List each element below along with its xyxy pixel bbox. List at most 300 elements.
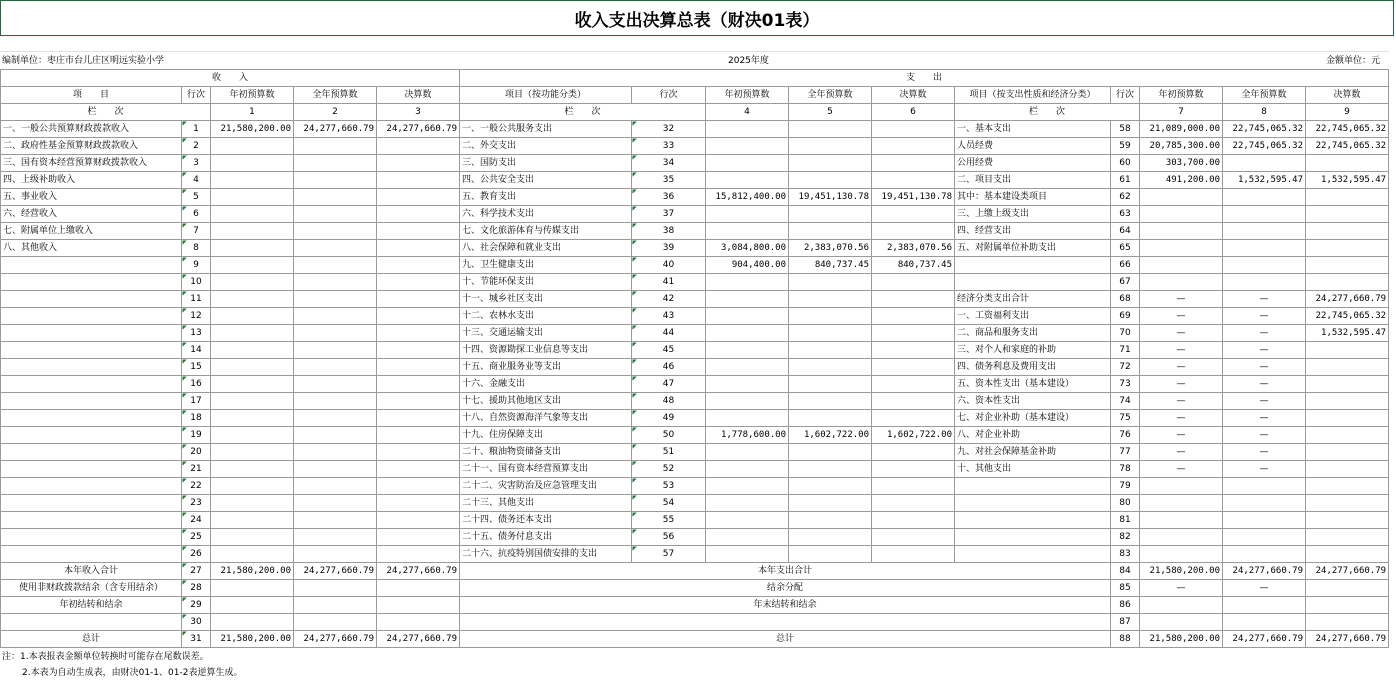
summary-expense-full: — bbox=[1223, 580, 1306, 597]
econ-final-value: 24,277,660.79 bbox=[1306, 291, 1389, 308]
econ-final-value bbox=[1306, 529, 1389, 546]
econ-item: 人员经费 bbox=[955, 138, 1111, 155]
income-initial-value bbox=[211, 427, 294, 444]
func-initial-value bbox=[706, 223, 789, 240]
income-row-number: 16 bbox=[182, 376, 211, 393]
income-final-value bbox=[377, 342, 460, 359]
econ-initial-value: 20,785,300.00 bbox=[1140, 138, 1223, 155]
econ-full-value: — bbox=[1223, 427, 1306, 444]
income-initial-header: 年初预算数 bbox=[211, 87, 294, 104]
income-row-number: 9 bbox=[182, 257, 211, 274]
func-final-value bbox=[872, 444, 955, 461]
func-initial-value bbox=[706, 495, 789, 512]
econ-initial-value: 491,200.00 bbox=[1140, 172, 1223, 189]
func-row-number: 56 bbox=[632, 529, 706, 546]
func-row-number: 55 bbox=[632, 512, 706, 529]
econ-item: 二、项目支出 bbox=[955, 172, 1111, 189]
func-row-number: 50 bbox=[632, 427, 706, 444]
func-row-number: 40 bbox=[632, 257, 706, 274]
econ-row-number: 58 bbox=[1111, 121, 1140, 138]
econ-initial-value bbox=[1140, 546, 1223, 563]
summary-row bbox=[1, 580, 1389, 597]
func-initial-header: 年初预算数 bbox=[706, 87, 789, 104]
func-final-value bbox=[872, 495, 955, 512]
table-row bbox=[1, 240, 1389, 257]
econ-item bbox=[955, 495, 1111, 512]
summary-expense-item: 结余分配 bbox=[460, 580, 1111, 597]
func-item: 十八、自然资源海洋气象等支出 bbox=[460, 410, 632, 427]
func-full-value bbox=[789, 155, 872, 172]
note-line-1: 注：1.本表报表金额单位转换时可能存在尾数误差。 bbox=[2, 652, 209, 662]
summary-income-final bbox=[377, 614, 460, 631]
income-final-value bbox=[377, 529, 460, 546]
func-item: 二十五、债务付息支出 bbox=[460, 529, 632, 546]
func-final-value bbox=[872, 359, 955, 376]
func-full-value bbox=[789, 444, 872, 461]
note-line-2: 2.本表为自动生成表，由财决01-1、01-2表逆算生成。 bbox=[22, 668, 243, 678]
econ-initial-value: — bbox=[1140, 461, 1223, 478]
econ-final-value bbox=[1306, 546, 1389, 563]
summary-expense-final bbox=[1306, 597, 1389, 614]
econ-item-header: 项目（按支出性质和经济分类） bbox=[955, 87, 1111, 104]
summary-expense-final bbox=[1306, 614, 1389, 631]
col-3: 3 bbox=[377, 104, 460, 121]
func-initial-value bbox=[706, 478, 789, 495]
income-initial-value bbox=[211, 308, 294, 325]
econ-final-value bbox=[1306, 223, 1389, 240]
income-final-value bbox=[377, 223, 460, 240]
income-item bbox=[1, 291, 182, 308]
summary-expense-initial bbox=[1140, 597, 1223, 614]
econ-initial-value: — bbox=[1140, 359, 1223, 376]
income-final-value bbox=[377, 546, 460, 563]
func-initial-value bbox=[706, 410, 789, 427]
table-row bbox=[1, 546, 1389, 563]
func-column-label: 栏 次 bbox=[460, 104, 706, 121]
table-row bbox=[1, 274, 1389, 291]
table-row bbox=[1, 172, 1389, 189]
econ-row-number: 74 bbox=[1111, 393, 1140, 410]
func-row-number: 48 bbox=[632, 393, 706, 410]
table-row bbox=[1, 512, 1389, 529]
func-final-value: 19,451,130.78 bbox=[872, 189, 955, 206]
income-item bbox=[1, 529, 182, 546]
func-final-value bbox=[872, 546, 955, 563]
income-full-value bbox=[294, 444, 377, 461]
table-row bbox=[1, 257, 1389, 274]
econ-item bbox=[955, 546, 1111, 563]
income-full-value bbox=[294, 274, 377, 291]
summary-expense-row-number: 85 bbox=[1111, 580, 1140, 597]
income-full-value bbox=[294, 342, 377, 359]
income-row-number: 26 bbox=[182, 546, 211, 563]
econ-final-value: 22,745,065.32 bbox=[1306, 138, 1389, 155]
summary-expense-row-number: 88 bbox=[1111, 631, 1140, 648]
econ-full-header: 全年预算数 bbox=[1223, 87, 1306, 104]
summary-income-item: 总计 bbox=[1, 631, 182, 648]
income-initial-value bbox=[211, 461, 294, 478]
func-item: 二、外交支出 bbox=[460, 138, 632, 155]
income-initial-value: 21,580,200.00 bbox=[211, 121, 294, 138]
econ-final-value bbox=[1306, 155, 1389, 172]
table-row bbox=[1, 529, 1389, 546]
income-item bbox=[1, 359, 182, 376]
func-final-value bbox=[872, 223, 955, 240]
income-row-number: 20 bbox=[182, 444, 211, 461]
func-row-header: 行次 bbox=[632, 87, 706, 104]
econ-initial-value: — bbox=[1140, 444, 1223, 461]
income-initial-value bbox=[211, 478, 294, 495]
func-final-value bbox=[872, 308, 955, 325]
econ-initial-value: — bbox=[1140, 393, 1223, 410]
income-final-value bbox=[377, 172, 460, 189]
econ-full-value: — bbox=[1223, 461, 1306, 478]
econ-full-value bbox=[1223, 546, 1306, 563]
func-item: 十一、城乡社区支出 bbox=[460, 291, 632, 308]
income-item bbox=[1, 427, 182, 444]
func-final-value bbox=[872, 410, 955, 427]
func-item: 九、卫生健康支出 bbox=[460, 257, 632, 274]
summary-income-final: 24,277,660.79 bbox=[377, 563, 460, 580]
func-final-value: 2,383,070.56 bbox=[872, 240, 955, 257]
income-item bbox=[1, 274, 182, 291]
func-final-value bbox=[872, 121, 955, 138]
econ-item: 四、债务利息及费用支出 bbox=[955, 359, 1111, 376]
func-full-value bbox=[789, 342, 872, 359]
income-full-value bbox=[294, 308, 377, 325]
summary-row bbox=[1, 614, 1389, 631]
summary-income-row-number: 29 bbox=[182, 597, 211, 614]
func-item: 十九、住房保障支出 bbox=[460, 427, 632, 444]
func-initial-value: 15,812,400.00 bbox=[706, 189, 789, 206]
func-initial-value bbox=[706, 546, 789, 563]
econ-initial-value bbox=[1140, 512, 1223, 529]
income-item: 七、附属单位上缴收入 bbox=[1, 223, 182, 240]
income-final-value bbox=[377, 308, 460, 325]
func-row-number: 49 bbox=[632, 410, 706, 427]
income-final-value bbox=[377, 274, 460, 291]
func-initial-value bbox=[706, 512, 789, 529]
econ-full-value: — bbox=[1223, 342, 1306, 359]
table-row bbox=[1, 359, 1389, 376]
econ-final-value bbox=[1306, 189, 1389, 206]
summary-income-full: 24,277,660.79 bbox=[294, 563, 377, 580]
summary-income-full: 24,277,660.79 bbox=[294, 631, 377, 648]
econ-initial-value bbox=[1140, 223, 1223, 240]
econ-final-value bbox=[1306, 495, 1389, 512]
summary-expense-final bbox=[1306, 580, 1389, 597]
income-row-number: 6 bbox=[182, 206, 211, 223]
func-item: 二十二、灾害防治及应急管理支出 bbox=[460, 478, 632, 495]
func-final-value bbox=[872, 155, 955, 172]
econ-row-number: 73 bbox=[1111, 376, 1140, 393]
income-row-number: 24 bbox=[182, 512, 211, 529]
summary-income-final: 24,277,660.79 bbox=[377, 631, 460, 648]
econ-final-value bbox=[1306, 444, 1389, 461]
income-full-value bbox=[294, 223, 377, 240]
income-initial-value bbox=[211, 189, 294, 206]
income-row-number: 14 bbox=[182, 342, 211, 359]
income-final-value bbox=[377, 240, 460, 257]
func-row-number: 34 bbox=[632, 155, 706, 172]
income-full-value bbox=[294, 240, 377, 257]
econ-final-value: 1,532,595.47 bbox=[1306, 172, 1389, 189]
income-final-value bbox=[377, 257, 460, 274]
summary-table bbox=[0, 69, 1389, 648]
econ-final-value bbox=[1306, 427, 1389, 444]
econ-final-value: 22,745,065.32 bbox=[1306, 121, 1389, 138]
econ-row-number: 76 bbox=[1111, 427, 1140, 444]
income-full-value bbox=[294, 495, 377, 512]
summary-expense-row-number: 84 bbox=[1111, 563, 1140, 580]
econ-initial-value bbox=[1140, 529, 1223, 546]
econ-item: 经济分类支出合计 bbox=[955, 291, 1111, 308]
func-full-value bbox=[789, 546, 872, 563]
income-final-value bbox=[377, 478, 460, 495]
header-row-2 bbox=[1, 87, 1389, 104]
income-item: 二、政府性基金预算财政拨款收入 bbox=[1, 138, 182, 155]
col-9: 9 bbox=[1306, 104, 1389, 121]
econ-row-number: 67 bbox=[1111, 274, 1140, 291]
income-initial-value bbox=[211, 444, 294, 461]
col-1: 1 bbox=[211, 104, 294, 121]
summary-expense-full bbox=[1223, 597, 1306, 614]
income-final-value bbox=[377, 495, 460, 512]
header-row-1 bbox=[1, 70, 1389, 87]
func-initial-value bbox=[706, 376, 789, 393]
summary-income-initial bbox=[211, 597, 294, 614]
func-item: 二十四、债务还本支出 bbox=[460, 512, 632, 529]
func-full-value bbox=[789, 461, 872, 478]
income-final-value bbox=[377, 291, 460, 308]
func-row-number: 57 bbox=[632, 546, 706, 563]
summary-row bbox=[1, 631, 1389, 648]
func-full-value bbox=[789, 223, 872, 240]
income-row-number: 23 bbox=[182, 495, 211, 512]
income-initial-value bbox=[211, 529, 294, 546]
income-item-header: 项 目 bbox=[1, 87, 182, 104]
income-full-value bbox=[294, 359, 377, 376]
income-full-value bbox=[294, 325, 377, 342]
econ-item bbox=[955, 257, 1111, 274]
income-item bbox=[1, 461, 182, 478]
report-year: 2025年度 bbox=[728, 56, 769, 66]
econ-item bbox=[955, 512, 1111, 529]
summary-income-final bbox=[377, 580, 460, 597]
income-full-value bbox=[294, 529, 377, 546]
summary-income-row-number: 27 bbox=[182, 563, 211, 580]
summary-row bbox=[1, 597, 1389, 614]
econ-row-number: 59 bbox=[1111, 138, 1140, 155]
income-initial-value bbox=[211, 359, 294, 376]
income-final-value bbox=[377, 427, 460, 444]
func-row-number: 38 bbox=[632, 223, 706, 240]
econ-row-header: 行次 bbox=[1111, 87, 1140, 104]
func-full-value bbox=[789, 478, 872, 495]
econ-initial-value: 303,700.00 bbox=[1140, 155, 1223, 172]
econ-row-number: 64 bbox=[1111, 223, 1140, 240]
econ-full-value: — bbox=[1223, 376, 1306, 393]
func-final-value: 840,737.45 bbox=[872, 257, 955, 274]
summary-income-full bbox=[294, 580, 377, 597]
summary-income-initial bbox=[211, 580, 294, 597]
econ-initial-value bbox=[1140, 206, 1223, 223]
income-final-value bbox=[377, 206, 460, 223]
income-column-label: 栏 次 bbox=[1, 104, 211, 121]
income-final-value bbox=[377, 444, 460, 461]
func-full-value bbox=[789, 376, 872, 393]
table-row bbox=[1, 291, 1389, 308]
func-item: 五、教育支出 bbox=[460, 189, 632, 206]
income-header: 收 入 bbox=[1, 70, 460, 87]
blank-row bbox=[0, 37, 1389, 52]
table-row bbox=[1, 155, 1389, 172]
func-final-value bbox=[872, 342, 955, 359]
table-row bbox=[1, 206, 1389, 223]
income-full-value bbox=[294, 376, 377, 393]
func-item: 二十、粮油物资储备支出 bbox=[460, 444, 632, 461]
econ-item: 五、资本性支出（基本建设） bbox=[955, 376, 1111, 393]
func-item: 二十六、抗疫特别国债安排的支出 bbox=[460, 546, 632, 563]
income-initial-value bbox=[211, 393, 294, 410]
econ-full-value: — bbox=[1223, 393, 1306, 410]
econ-row-number: 72 bbox=[1111, 359, 1140, 376]
func-row-number: 47 bbox=[632, 376, 706, 393]
econ-initial-value: — bbox=[1140, 325, 1223, 342]
income-full-value bbox=[294, 461, 377, 478]
income-item bbox=[1, 342, 182, 359]
summary-expense-item: 总计 bbox=[460, 631, 1111, 648]
econ-initial-value: — bbox=[1140, 308, 1223, 325]
income-item: 五、事业收入 bbox=[1, 189, 182, 206]
econ-full-value bbox=[1223, 155, 1306, 172]
table-row bbox=[1, 444, 1389, 461]
summary-expense-row-number: 86 bbox=[1111, 597, 1140, 614]
func-full-value bbox=[789, 512, 872, 529]
income-initial-value bbox=[211, 240, 294, 257]
income-row-number: 18 bbox=[182, 410, 211, 427]
econ-final-value bbox=[1306, 478, 1389, 495]
econ-row-number: 79 bbox=[1111, 478, 1140, 495]
func-item: 十四、资源勘探工业信息等支出 bbox=[460, 342, 632, 359]
income-row-number: 13 bbox=[182, 325, 211, 342]
income-initial-value bbox=[211, 223, 294, 240]
econ-row-number: 75 bbox=[1111, 410, 1140, 427]
income-final-header: 决算数 bbox=[377, 87, 460, 104]
table-row bbox=[1, 495, 1389, 512]
func-full-value: 1,602,722.00 bbox=[789, 427, 872, 444]
income-row-number: 11 bbox=[182, 291, 211, 308]
func-full-value bbox=[789, 308, 872, 325]
table-row bbox=[1, 427, 1389, 444]
func-initial-value bbox=[706, 529, 789, 546]
table-row bbox=[1, 393, 1389, 410]
func-row-number: 46 bbox=[632, 359, 706, 376]
func-row-number: 43 bbox=[632, 308, 706, 325]
col-4: 4 bbox=[706, 104, 789, 121]
expense-header: 支 出 bbox=[460, 70, 1389, 87]
income-row-number: 17 bbox=[182, 393, 211, 410]
income-final-value bbox=[377, 155, 460, 172]
econ-item: 九、对社会保障基金补助 bbox=[955, 444, 1111, 461]
income-initial-value bbox=[211, 257, 294, 274]
income-row-number: 15 bbox=[182, 359, 211, 376]
col-8: 8 bbox=[1223, 104, 1306, 121]
econ-initial-value: — bbox=[1140, 410, 1223, 427]
func-item: 三、国防支出 bbox=[460, 155, 632, 172]
func-row-number: 39 bbox=[632, 240, 706, 257]
income-item bbox=[1, 410, 182, 427]
econ-initial-value bbox=[1140, 274, 1223, 291]
econ-full-value bbox=[1223, 257, 1306, 274]
econ-item: 四、经营支出 bbox=[955, 223, 1111, 240]
income-final-value bbox=[377, 410, 460, 427]
func-item: 十六、金融支出 bbox=[460, 376, 632, 393]
econ-item: 一、基本支出 bbox=[955, 121, 1111, 138]
func-row-number: 51 bbox=[632, 444, 706, 461]
func-final-value bbox=[872, 325, 955, 342]
income-initial-value bbox=[211, 172, 294, 189]
summary-expense-initial bbox=[1140, 614, 1223, 631]
summary-expense-final: 24,277,660.79 bbox=[1306, 631, 1389, 648]
func-initial-value bbox=[706, 121, 789, 138]
income-initial-value bbox=[211, 512, 294, 529]
income-full-value: 24,277,660.79 bbox=[294, 121, 377, 138]
func-full-value bbox=[789, 206, 872, 223]
func-row-number: 45 bbox=[632, 342, 706, 359]
summary-income-initial: 21,580,200.00 bbox=[211, 563, 294, 580]
summary-expense-final: 24,277,660.79 bbox=[1306, 563, 1389, 580]
func-row-number: 53 bbox=[632, 478, 706, 495]
func-initial-value: 904,400.00 bbox=[706, 257, 789, 274]
func-item: 一、一般公共服务支出 bbox=[460, 121, 632, 138]
econ-item: 一、工资福利支出 bbox=[955, 308, 1111, 325]
econ-initial-value: 21,089,000.00 bbox=[1140, 121, 1223, 138]
summary-expense-initial: 21,580,200.00 bbox=[1140, 563, 1223, 580]
func-initial-value bbox=[706, 325, 789, 342]
func-row-number: 32 bbox=[632, 121, 706, 138]
econ-row-number: 61 bbox=[1111, 172, 1140, 189]
econ-full-value bbox=[1223, 223, 1306, 240]
func-final-value bbox=[872, 478, 955, 495]
table-row bbox=[1, 138, 1389, 155]
econ-initial-value: — bbox=[1140, 342, 1223, 359]
income-full-value bbox=[294, 546, 377, 563]
income-row-number: 25 bbox=[182, 529, 211, 546]
col-6: 6 bbox=[872, 104, 955, 121]
income-full-value bbox=[294, 410, 377, 427]
econ-row-number: 65 bbox=[1111, 240, 1140, 257]
func-full-value bbox=[789, 121, 872, 138]
econ-final-value: 1,532,595.47 bbox=[1306, 325, 1389, 342]
func-row-number: 41 bbox=[632, 274, 706, 291]
econ-row-number: 66 bbox=[1111, 257, 1140, 274]
econ-initial-value: — bbox=[1140, 291, 1223, 308]
econ-full-value: 1,532,595.47 bbox=[1223, 172, 1306, 189]
econ-full-value: — bbox=[1223, 308, 1306, 325]
income-initial-value bbox=[211, 495, 294, 512]
func-row-number: 35 bbox=[632, 172, 706, 189]
summary-expense-item: 年末结转和结余 bbox=[460, 597, 1111, 614]
summary-row bbox=[1, 563, 1389, 580]
econ-final-value: 22,745,065.32 bbox=[1306, 308, 1389, 325]
func-initial-value bbox=[706, 172, 789, 189]
econ-full-value bbox=[1223, 240, 1306, 257]
econ-full-value: — bbox=[1223, 410, 1306, 427]
income-full-value bbox=[294, 427, 377, 444]
income-row-number: 2 bbox=[182, 138, 211, 155]
summary-income-row-number: 28 bbox=[182, 580, 211, 597]
